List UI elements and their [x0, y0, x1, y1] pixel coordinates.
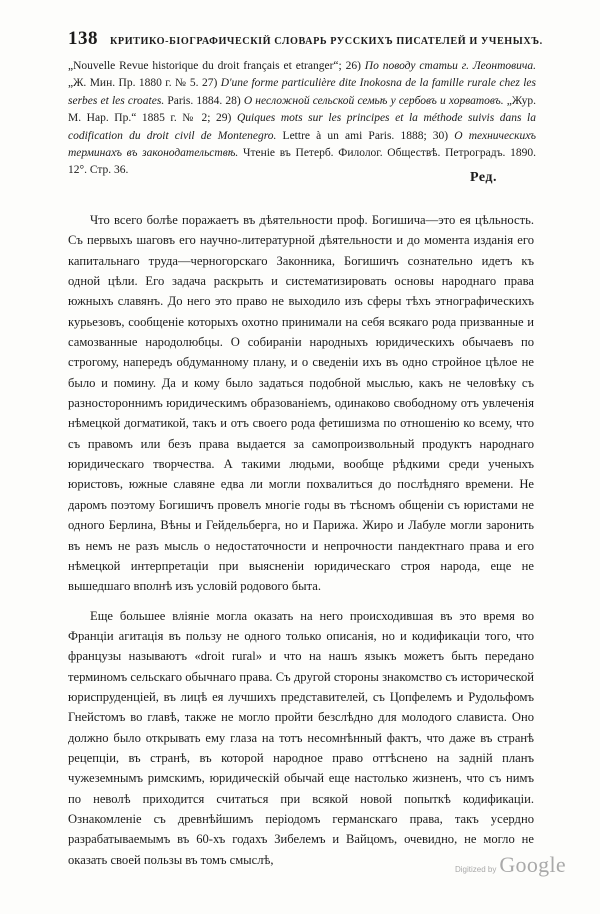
digitized-watermark	[455, 852, 566, 878]
biblio-segment: Paris. 1884. 28)	[167, 94, 244, 107]
watermark-prefix: Digitized by	[455, 865, 497, 874]
page-header	[68, 28, 543, 52]
google-logo: Google	[499, 852, 566, 877]
page-number: 138	[68, 28, 98, 49]
paragraph: Что всего болѣе поражаетъ въ дѣятельности проф. Богишича—это ея цѣльность. Съ первыхъ шаговъ его научно-литературной дѣятельности и до момента изданія его капитальнаго труда—черногорскаго Законника, Богишичъ сознательно идетъ къ одной цѣли. Его задача раскрыть и систематизировать основы народнаго права южныхъ славянъ. До него это право не выходило изъ сферы тѣхъ этнографическихъ курьезовъ, сообщеніе которыхъ охотно принимали на себя всякаго рода призванные и самозванные народолюбцы. О собираніи народныхъ юридическихъ обычаевъ по строгому, напередъ обдуманному плану, и о сведеніи ихъ въ одно стройное цѣлое не было и помину. Да и кому было задаться подобной мыслью, какъ не человѣку съ разностороннимъ юридическимъ образованіемъ, одинаково свободному отъ увлеченія нѣмецкой догматикой, такъ и отъ своего рода фетишизма по отношенію ко всему, что съ правомъ или безъ права выдается за самопроизвольный продуктъ народнаго юридическаго творчества. А такими людьми, вообще рѣдкими среди ученыхъ юристовъ, южные славяне едва ли могли похвалиться до послѣдняго времени. Не даромъ поэтому Богишичъ провелъ многіе годы въ тѣсномъ общеніи съ юристами не одного Берлина, Вѣны и Гейдельберга, но и Парижа. Жиро и Лабуле могли заронить въ немъ не разъ мысль о недостаточности и непрочности пандектнаго права и его нѣмецкой интерпретаціи при выясненіи юридическаго строя народа, еще не вышедшаго вполнѣ изъ условій родового быта.	[68, 213, 534, 594]
biblio-segment: „Жур. М. Нар. Пр.“ 1885 г. № 2; 29)	[68, 94, 536, 125]
biblio-segment: Lettre à un ami Paris. 1888; 30)	[282, 129, 455, 142]
running-head: КРИТИКО-БІОГРАФИЧЕСКІЙ СЛОВАРЬ РУССКИХЪ ПИСАТЕЛЕЙ И УЧЕНЫХЪ.	[110, 36, 543, 47]
biblio-segment: О техническихъ терминахъ въ законодательствѣ.	[68, 129, 536, 160]
biblio-segment: Quiques mots sur les principes et la méthode suivis dans la codification du droit civil de Montenegro.	[68, 112, 536, 142]
biblio-segment: „Ж. Мин. Пр. 1880 г. № 5. 27)	[68, 77, 221, 90]
biblio-segment: D'une forme particulière dite Inokosna de la famille rurale chez les serbes et les croates.	[68, 77, 537, 107]
biblio-segment: О несложной сельской семьѣ у сербовъ и хорватовъ.	[243, 94, 507, 107]
bibliography-block	[68, 58, 536, 180]
article-body	[68, 210, 534, 879]
paragraph: Еще большее вліяніе могла оказать на него происходившая въ это время во Франціи агитація въ пользу не одного только описанія, но и кодификаціи того, что французы называютъ «droit rural» и что на нашъ языкъ можетъ быть передано терминомъ сельскаго обычнаго права. Съ другой стороны знакомство съ исторической юриспруденціей, въ лицѣ ея лучшихъ представителей, съ Цопфелемъ и Рудольфомъ Гнейстомъ во главѣ, также не могло пройти безслѣдно для молодого слависта. Оно должно было открывать ему глаза на тотъ несомнѣнный фактъ, что даже въ странѣ рецепціи, въ странѣ, въ которой народное право оттѣснено на задній планъ чужеземнымъ римскимъ, юридическій обычай еще настолько жизненъ, что съ нимъ по неволѣ приходится считаться при всякой новой попыткѣ кодификаціи. Ознакомленіе съ древнѣйшимъ періодомъ германскаго права, такъ усердно разрабатываемымъ въ 60-хъ годахъ Зибелемъ и Вайцомъ, очевидно, не могло не оказать своей пользы въ томъ смыслѣ,	[68, 608, 534, 867]
biblio-segment: „Nouvelle Revue historique du droit français et etranger“; 26)	[68, 60, 365, 72]
biblio-segment: По поводу статьи г. Леонтовича.	[364, 60, 536, 72]
biblio-segment: Чтеніе въ Петерб. Филолог. Обществѣ. Петроградъ. 1890. 12°. Стр. 36.	[68, 147, 536, 177]
editor-signature: Ред.	[470, 170, 497, 185]
